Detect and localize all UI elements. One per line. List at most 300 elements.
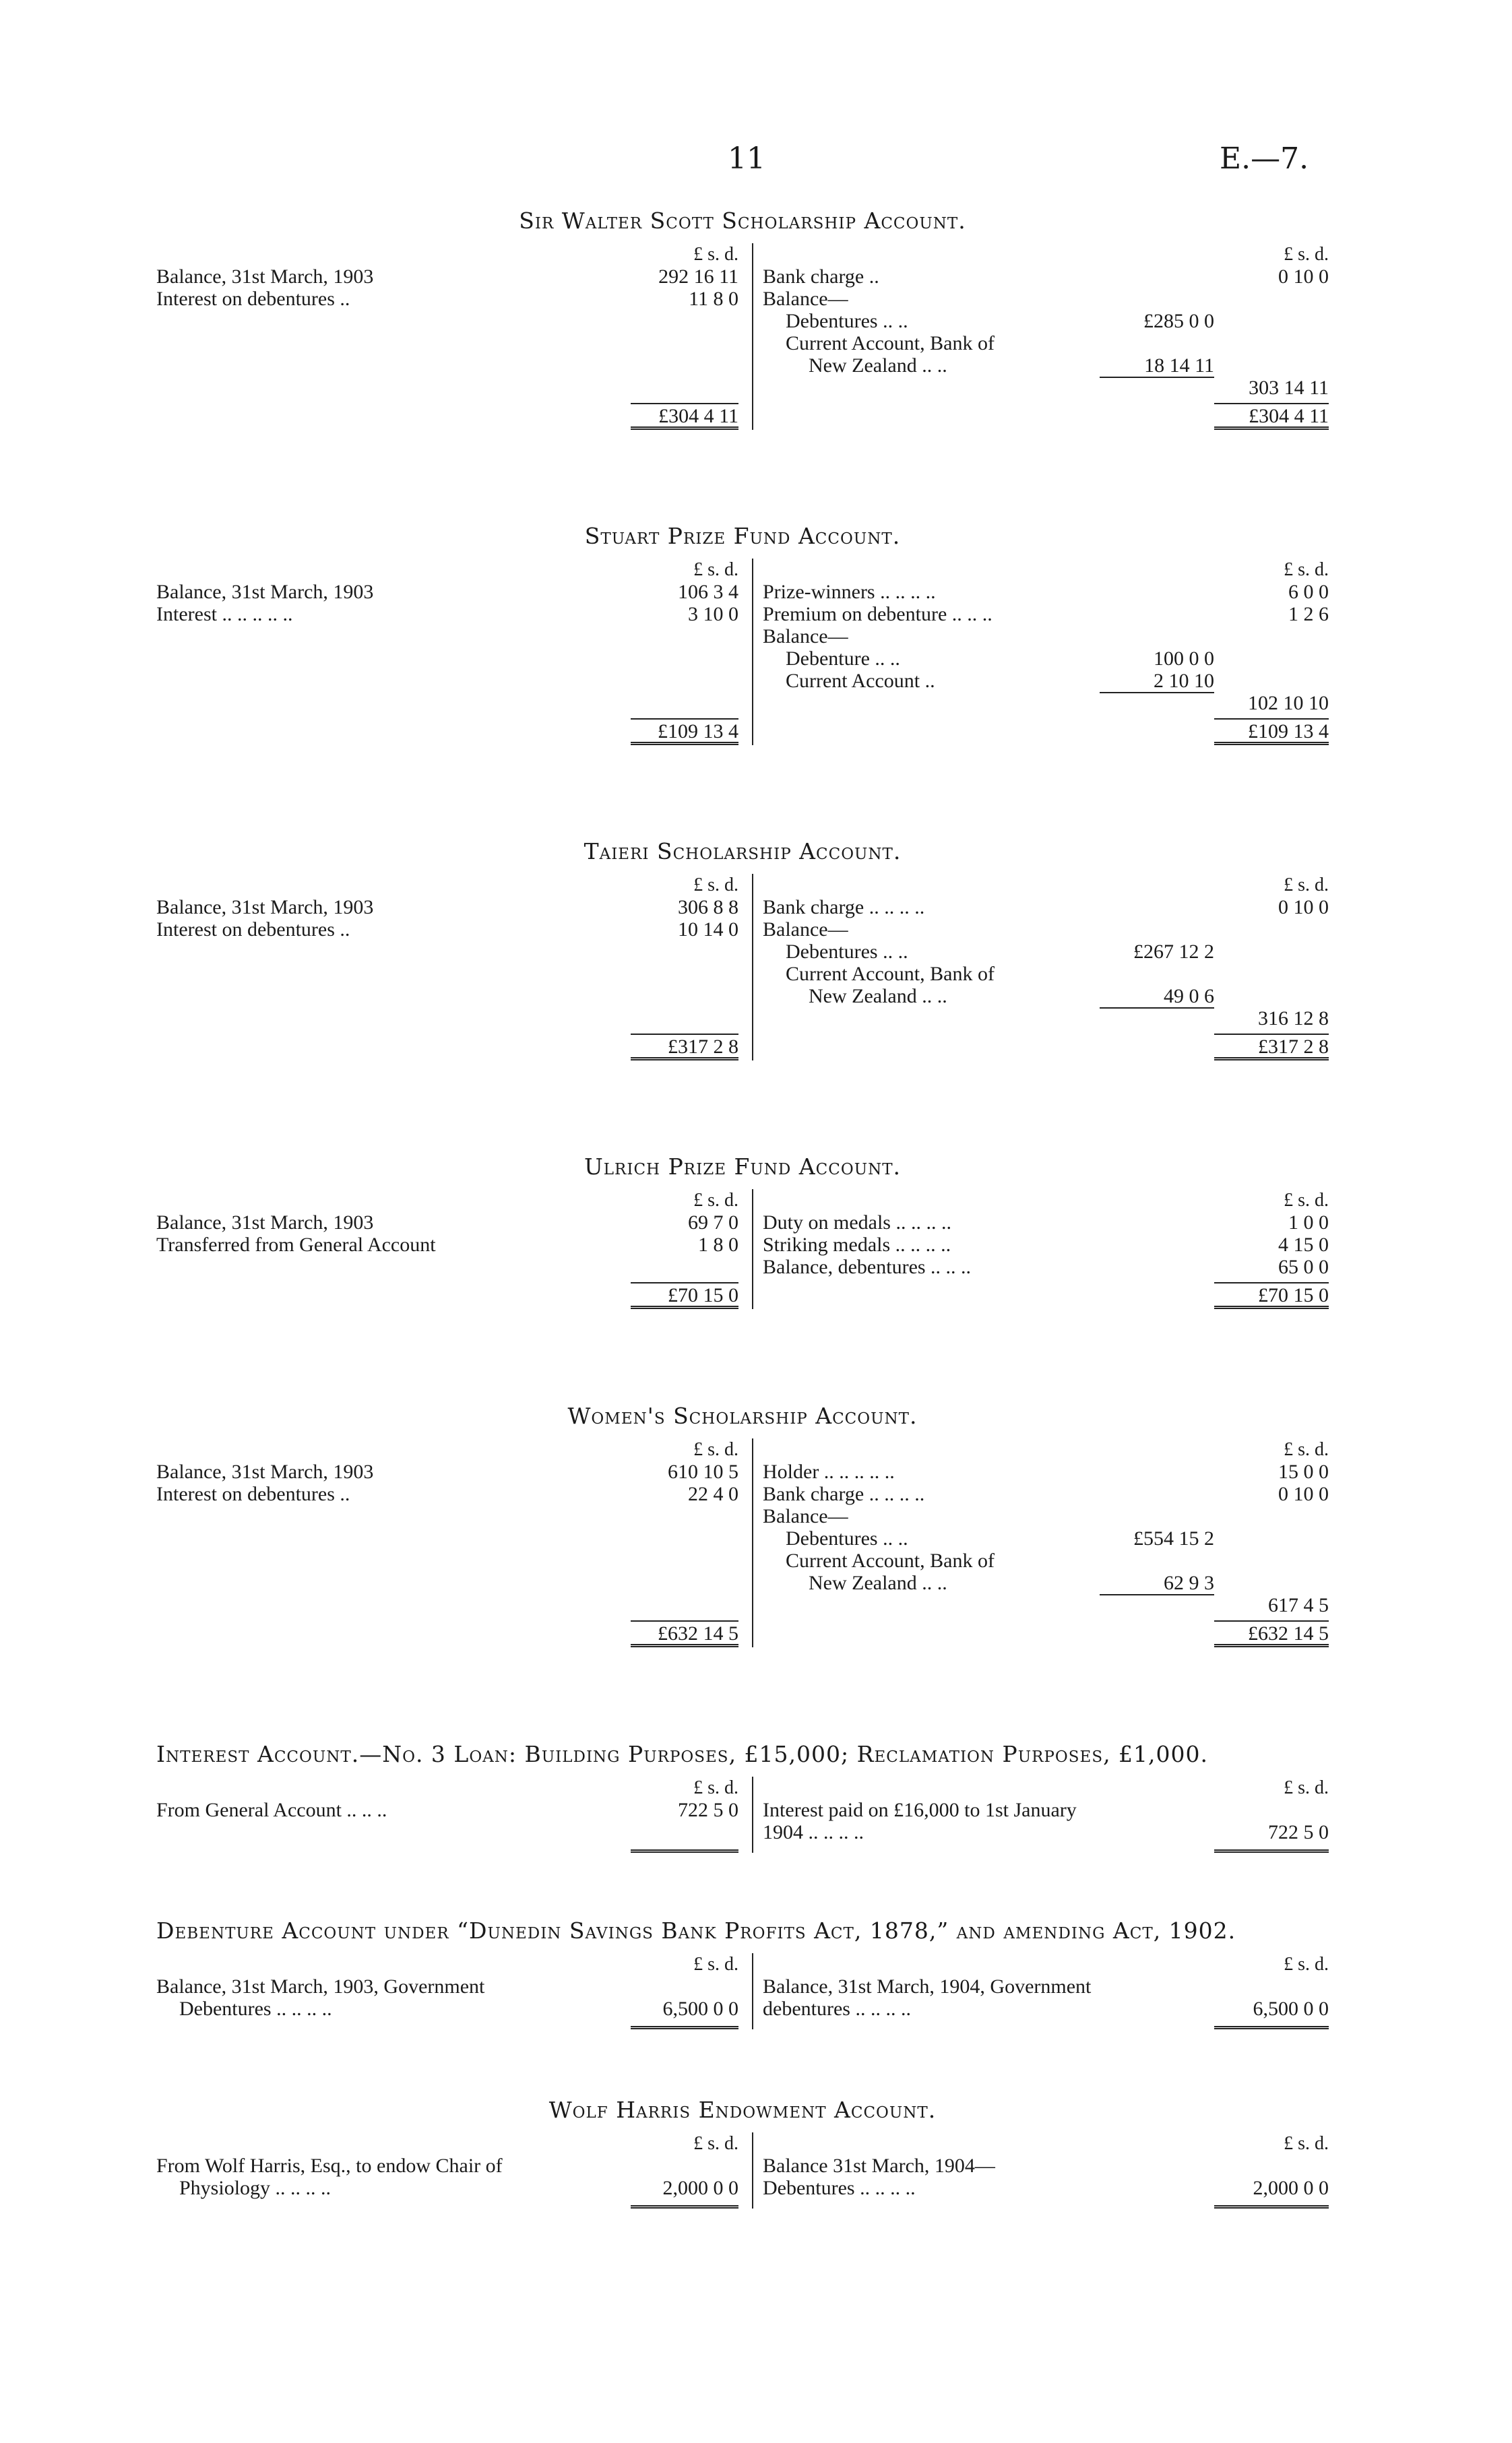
ledger-line xyxy=(763,265,1329,288)
entry-description: 1904 .. .. .. .. xyxy=(763,1821,864,1843)
entry-description: Current Account .. xyxy=(786,670,935,692)
currency-header-row xyxy=(156,1777,738,1799)
ledger-line xyxy=(763,1234,1329,1256)
entry-amount: 722 5 0 xyxy=(1268,1821,1329,1843)
blank-line xyxy=(156,1505,738,1527)
ledger-line xyxy=(763,1211,1329,1234)
account-ledger xyxy=(156,1189,1329,1309)
entry-amount: 306 8 8 xyxy=(678,896,738,918)
spacer xyxy=(156,874,631,896)
subtotal-amount xyxy=(1100,1550,1214,1572)
account-title: Women's Scholarship Account. xyxy=(567,1403,918,1429)
ledger-line xyxy=(156,1211,738,1234)
total-row xyxy=(156,714,738,745)
currency-header-row xyxy=(156,1438,738,1461)
spacer xyxy=(156,1438,631,1461)
entry-description: Balance— xyxy=(763,1505,848,1527)
ledger-line xyxy=(763,1550,1329,1572)
entry-amount: 65 0 0 xyxy=(1278,1256,1329,1278)
currency-header: £ s. d. xyxy=(693,1439,738,1460)
currency-header-row xyxy=(156,1189,738,1211)
entry-amount xyxy=(1214,625,1329,647)
total-amount: £317 2 8 xyxy=(631,1034,738,1060)
spacer xyxy=(1100,2199,1214,2209)
entry-description: Prize-winners .. .. .. .. xyxy=(763,581,936,603)
entry-description: Balance, 31st March, 1903 xyxy=(156,581,374,603)
currency-header-row xyxy=(763,1953,1329,1975)
subtotal-amount xyxy=(1100,2177,1214,2199)
ledger-line xyxy=(156,2177,738,2199)
currency-header-row xyxy=(156,559,738,581)
entry-description: Balance— xyxy=(763,625,848,647)
closing-rule xyxy=(1214,2199,1329,2209)
spacer xyxy=(763,1953,1106,1975)
spacer xyxy=(763,2020,1100,2029)
ledger-line xyxy=(156,896,738,918)
blank-line xyxy=(156,354,738,377)
spacer xyxy=(156,1620,631,1647)
entry-description: Debenture .. .. xyxy=(786,647,900,670)
account-taieri-scholarship xyxy=(156,838,1329,1060)
entry-amount: 15 0 0 xyxy=(1278,1461,1329,1483)
entry-description: From General Account .. .. .. xyxy=(156,1799,387,1821)
blank-line xyxy=(156,1821,738,1843)
subtotal-amount xyxy=(1100,692,1214,714)
blank-line xyxy=(156,1550,738,1572)
total-row xyxy=(156,1029,738,1060)
entry-description xyxy=(763,377,1100,399)
subtotal-amount: 100 0 0 xyxy=(1154,647,1214,670)
entry-amount xyxy=(1214,1505,1329,1527)
total-row xyxy=(156,1278,738,1309)
account-ledger xyxy=(156,1777,1329,1853)
entry-amount: 6,500 0 0 xyxy=(1253,1998,1329,2020)
debit-side xyxy=(156,1953,752,2029)
spacer xyxy=(1100,1843,1214,1853)
entry-amount xyxy=(1214,288,1329,310)
blank-line xyxy=(156,1527,738,1550)
spacer xyxy=(1100,403,1214,430)
account-walter-scott xyxy=(156,208,1329,430)
ledger-line xyxy=(763,2155,1329,2177)
currency-header: £ s. d. xyxy=(1284,1439,1329,1460)
entry-amount xyxy=(1214,918,1329,941)
subtotal-amount xyxy=(1100,1461,1214,1483)
entry-description: Balance— xyxy=(763,918,848,941)
ledger-line xyxy=(763,985,1329,1007)
ledger-line xyxy=(156,581,738,603)
spacer xyxy=(763,2132,1106,2155)
total-amount: £70 15 0 xyxy=(631,1282,738,1309)
subtotal-amount xyxy=(1100,332,1214,354)
blank-line xyxy=(156,625,738,647)
blank-line xyxy=(156,985,738,1007)
entry-amount: 3 10 0 xyxy=(688,603,738,625)
spacer xyxy=(156,403,631,430)
entry-amount xyxy=(1214,310,1329,332)
entry-amount xyxy=(1214,1799,1329,1821)
ledger-line xyxy=(763,1821,1329,1843)
subtotal-amount xyxy=(1100,265,1214,288)
debit-side xyxy=(156,1438,752,1647)
ledger-line xyxy=(156,1975,738,1998)
ledger-line xyxy=(763,1572,1329,1594)
entry-amount xyxy=(1214,670,1329,692)
total-amount: £109 13 4 xyxy=(631,718,738,745)
ledger-line xyxy=(763,692,1329,714)
entry-description: Interest on debentures .. xyxy=(156,288,350,310)
blank-line xyxy=(156,310,738,332)
entry-amount: 22 4 0 xyxy=(688,1483,738,1505)
currency-header: £ s. d. xyxy=(1284,1190,1329,1211)
entry-description xyxy=(763,1594,1100,1616)
currency-header-row xyxy=(763,2132,1329,2155)
ledger-line xyxy=(763,288,1329,310)
credit-side xyxy=(752,1953,1329,2029)
currency-header: £ s. d. xyxy=(693,559,738,580)
entry-description: Transferred from General Account xyxy=(156,1234,436,1256)
spacer xyxy=(1106,1777,1221,1799)
ledger-line xyxy=(763,1461,1329,1483)
entry-amount: 0 10 0 xyxy=(1278,265,1329,288)
entry-amount xyxy=(1214,985,1329,1007)
ledger-line xyxy=(763,377,1329,399)
entry-description: New Zealand .. .. xyxy=(809,985,947,1007)
ledger-line xyxy=(763,625,1329,647)
entry-amount xyxy=(1214,354,1329,377)
debit-side xyxy=(156,874,752,1060)
ledger-line xyxy=(763,2177,1329,2199)
entry-amount: 4 15 0 xyxy=(1278,1234,1329,1256)
blank-line xyxy=(156,692,738,714)
credit-side xyxy=(752,1777,1329,1853)
entry-amount: 2,000 0 0 xyxy=(1253,2177,1329,2199)
spacer xyxy=(763,1034,1100,1060)
ledger-line xyxy=(156,918,738,941)
entry-description: New Zealand .. .. xyxy=(809,1572,947,1594)
entry-amount: 0 10 0 xyxy=(1278,896,1329,918)
spacer xyxy=(763,1438,1106,1461)
currency-header-row xyxy=(763,874,1329,896)
ledger-line xyxy=(763,941,1329,963)
ledger-line xyxy=(763,1998,1329,2020)
closing-rule-row xyxy=(156,2020,738,2029)
account-debenture xyxy=(156,1917,1329,2029)
spacer xyxy=(763,243,1106,265)
total-amount: £632 14 5 xyxy=(631,1620,738,1647)
currency-header: £ s. d. xyxy=(693,875,738,895)
debit-side xyxy=(156,559,752,745)
entry-description: Balance, 31st March, 1903 xyxy=(156,1211,374,1234)
spacer xyxy=(763,1189,1106,1211)
spacer xyxy=(1106,874,1221,896)
account-title: Sir Walter Scott Scholarship Account. xyxy=(519,208,966,234)
spacer xyxy=(763,403,1100,430)
entry-amount xyxy=(1214,963,1329,985)
currency-header-row xyxy=(156,2132,738,2155)
entry-description: Bank charge .. .. .. .. xyxy=(763,896,925,918)
entry-description: Debentures .. .. .. .. xyxy=(179,1998,332,2020)
credit-side xyxy=(752,1438,1329,1647)
total-amount: £70 15 0 xyxy=(1214,1282,1329,1309)
entry-amount: 316 12 8 xyxy=(1258,1007,1329,1029)
blank-line xyxy=(156,1594,738,1616)
entry-description: Bank charge .. xyxy=(763,265,879,288)
entry-description: Interest on debentures .. xyxy=(156,1483,350,1505)
entry-amount: 6 0 0 xyxy=(1288,581,1329,603)
closing-rule-row xyxy=(763,2020,1329,2029)
blank-line xyxy=(156,647,738,670)
subtotal-amount xyxy=(1100,1799,1214,1821)
account-ulrich-prize-fund xyxy=(156,1153,1329,1309)
ledger-line xyxy=(763,1975,1329,1998)
ledger-line xyxy=(763,1799,1329,1821)
subtotal-amount xyxy=(1100,581,1214,603)
ledger-line xyxy=(763,354,1329,377)
spacer xyxy=(156,1843,631,1853)
spacer xyxy=(1100,1034,1214,1060)
spacer xyxy=(156,1953,631,1975)
spacer xyxy=(1100,1282,1214,1309)
ledger-line xyxy=(156,2155,738,2177)
entry-amount xyxy=(1214,1572,1329,1594)
ledger-line xyxy=(156,1799,738,1821)
entry-amount: 102 10 10 xyxy=(1248,692,1329,714)
entry-description: From Wolf Harris, Esq., to endow Chair of xyxy=(156,2155,503,2177)
ledger-line xyxy=(763,1007,1329,1029)
subtotal-amount xyxy=(1100,1821,1214,1843)
ledger-line xyxy=(763,918,1329,941)
credit-side xyxy=(752,1189,1329,1309)
currency-header-row xyxy=(763,1438,1329,1461)
entry-description: Balance, 31st March, 1903, Government xyxy=(156,1975,485,1998)
entry-amount xyxy=(1214,332,1329,354)
closing-rule xyxy=(1214,2020,1329,2029)
spacer xyxy=(763,559,1106,581)
entry-description: Balance, 31st March, 1903 xyxy=(156,1461,374,1483)
total-row xyxy=(156,1616,738,1647)
page-number: 11 xyxy=(728,141,765,176)
ledger-line xyxy=(156,1461,738,1483)
closing-rule-row xyxy=(156,1843,738,1853)
account-title: Stuart Prize Fund Account. xyxy=(584,523,901,549)
spacer xyxy=(763,718,1100,745)
ledger-line xyxy=(763,896,1329,918)
entry-amount: 106 3 4 xyxy=(678,581,738,603)
entry-amount: 610 10 5 xyxy=(668,1461,738,1483)
subtotal-amount: £267 12 2 xyxy=(1133,941,1214,963)
entry-amount xyxy=(631,1975,738,1998)
blank-line xyxy=(156,941,738,963)
spacer xyxy=(763,2199,1100,2209)
subtotal-amount xyxy=(1100,896,1214,918)
subtotal-amount xyxy=(1100,288,1214,310)
entry-description: Balance— xyxy=(763,288,848,310)
spacer xyxy=(156,1777,631,1799)
subtotal-amount xyxy=(1100,1998,1214,2020)
spacer xyxy=(1100,2020,1214,2029)
ledger-line xyxy=(763,332,1329,354)
closing-rule-row xyxy=(156,2199,738,2209)
debit-side xyxy=(156,2132,752,2209)
spacer xyxy=(156,1034,631,1060)
ledger-line xyxy=(763,1594,1329,1616)
account-ledger xyxy=(156,874,1329,1060)
ledger-line xyxy=(156,1483,738,1505)
currency-header-row xyxy=(763,559,1329,581)
entry-description: Debentures .. .. xyxy=(786,941,908,963)
subtotal-amount xyxy=(1100,1594,1214,1616)
total-amount: £109 13 4 xyxy=(1214,718,1329,745)
entry-description: Duty on medals .. .. .. .. xyxy=(763,1211,951,1234)
subtotal-amount: £554 15 2 xyxy=(1133,1527,1214,1550)
total-row xyxy=(763,714,1329,745)
subtotal-amount xyxy=(1100,1483,1214,1505)
spacer xyxy=(156,2199,631,2209)
ledger-line xyxy=(156,265,738,288)
ledger-line xyxy=(763,1527,1329,1550)
account-ledger xyxy=(156,1438,1329,1647)
entry-amount: 303 14 11 xyxy=(1249,377,1329,399)
spacer xyxy=(156,1189,631,1211)
ledger-line xyxy=(156,1234,738,1256)
subtotal-amount xyxy=(1100,1234,1214,1256)
account-wolf-harris xyxy=(156,2097,1329,2209)
spacer xyxy=(1106,2132,1221,2155)
spacer xyxy=(763,1843,1100,1853)
subtotal-amount xyxy=(1100,1007,1214,1029)
entry-description: Holder .. .. .. .. .. xyxy=(763,1461,895,1483)
currency-header: £ s. d. xyxy=(1284,875,1329,895)
spacer xyxy=(156,1282,631,1309)
account-womens-scholarship xyxy=(156,1403,1329,1647)
subtotal-amount: 62 9 3 xyxy=(1164,1572,1214,1594)
entry-amount: 292 16 11 xyxy=(658,265,738,288)
entry-amount xyxy=(1214,941,1329,963)
closing-rule xyxy=(631,2199,738,2209)
currency-header-row xyxy=(763,243,1329,265)
closing-rule-row xyxy=(763,2199,1329,2209)
entry-description: Interest .. .. .. .. .. xyxy=(156,603,293,625)
entry-description: New Zealand .. .. xyxy=(809,354,947,377)
account-interest xyxy=(156,1741,1329,1853)
account-title: Ulrich Prize Fund Account. xyxy=(584,1153,902,1180)
subtotal-amount xyxy=(1100,1211,1214,1234)
total-row xyxy=(763,399,1329,430)
total-amount: £317 2 8 xyxy=(1214,1034,1329,1060)
account-ledger xyxy=(156,243,1329,430)
credit-side xyxy=(752,874,1329,1060)
blank-line xyxy=(156,1572,738,1594)
subtotal-amount xyxy=(1100,2155,1214,2177)
spacer xyxy=(1100,718,1214,745)
entry-amount: 10 14 0 xyxy=(678,918,738,941)
blank-line xyxy=(156,963,738,985)
spacer xyxy=(156,2132,631,2155)
entry-amount: 0 10 0 xyxy=(1278,1483,1329,1505)
ledger-line xyxy=(763,670,1329,692)
subtotal-amount xyxy=(1100,1975,1214,1998)
total-row xyxy=(763,1029,1329,1060)
spacer xyxy=(156,718,631,745)
credit-side xyxy=(752,2132,1329,2209)
account-title: Taieri Scholarship Account. xyxy=(584,838,902,864)
entry-amount xyxy=(1214,1550,1329,1572)
entry-description: Interest paid on £16,000 to 1st January xyxy=(763,1799,1077,1821)
entry-description: Premium on debenture .. .. .. xyxy=(763,603,993,625)
entry-description: Striking medals .. .. .. .. xyxy=(763,1234,951,1256)
ledger-line xyxy=(763,647,1329,670)
entry-amount: 11 8 0 xyxy=(689,288,738,310)
currency-header: £ s. d. xyxy=(1284,559,1329,580)
ledger-line xyxy=(156,603,738,625)
blank-line xyxy=(156,1256,738,1278)
currency-header-row xyxy=(156,1953,738,1975)
subtotal-amount: 18 14 11 xyxy=(1144,354,1214,377)
ledger-line xyxy=(763,1483,1329,1505)
spacer xyxy=(1106,1438,1221,1461)
subtotal-amount xyxy=(1100,1505,1214,1527)
debit-side xyxy=(156,1189,752,1309)
spacer xyxy=(1106,1189,1221,1211)
subtotal-amount xyxy=(1100,1256,1214,1278)
entry-description: Balance, 31st March, 1903 xyxy=(156,896,374,918)
subtotal-amount xyxy=(1100,377,1214,399)
ledger-line xyxy=(763,1505,1329,1527)
account-ledger xyxy=(156,1953,1329,2029)
account-title: Wolf Harris Endowment Account. xyxy=(548,2097,937,2123)
closing-rule xyxy=(1214,1843,1329,1853)
entry-description: Debentures .. .. .. .. xyxy=(763,2177,916,2199)
currency-header-row xyxy=(156,874,738,896)
entry-amount xyxy=(1214,1975,1329,1998)
currency-header: £ s. d. xyxy=(1284,1777,1329,1798)
entry-amount xyxy=(1214,1527,1329,1550)
entry-amount: 617 4 5 xyxy=(1268,1594,1329,1616)
entry-description xyxy=(763,1007,1100,1029)
entry-description: Current Account, Bank of xyxy=(786,963,995,985)
entry-amount: 1 0 0 xyxy=(1288,1211,1329,1234)
currency-header: £ s. d. xyxy=(1284,244,1329,265)
page-reference: E.—7. xyxy=(1220,141,1309,176)
spacer xyxy=(763,874,1106,896)
entry-amount: 1 2 6 xyxy=(1288,603,1329,625)
debit-side xyxy=(156,243,752,430)
closing-rule xyxy=(631,1843,738,1853)
currency-header: £ s. d. xyxy=(693,1954,738,1975)
ledger-line xyxy=(763,581,1329,603)
currency-header: £ s. d. xyxy=(1284,2133,1329,2154)
entry-description: Interest on debentures .. xyxy=(156,918,350,941)
total-row xyxy=(763,1278,1329,1309)
subtotal-amount xyxy=(1100,918,1214,941)
entry-description: Balance, 31st March, 1904, Government xyxy=(763,1975,1092,1998)
entry-amount: 69 7 0 xyxy=(688,1211,738,1234)
ledger-line xyxy=(763,963,1329,985)
entry-description: Debentures .. .. xyxy=(786,1527,908,1550)
total-row xyxy=(763,1616,1329,1647)
closing-rule xyxy=(631,2020,738,2029)
ledger-line xyxy=(763,1256,1329,1278)
entry-amount: 2,000 0 0 xyxy=(662,2177,738,2199)
entry-amount: 6,500 0 0 xyxy=(662,1998,738,2020)
total-row xyxy=(156,399,738,430)
spacer xyxy=(156,559,631,581)
entry-description: Current Account, Bank of xyxy=(786,1550,995,1572)
spacer xyxy=(763,1777,1106,1799)
spacer xyxy=(1106,1953,1221,1975)
account-title: Interest Account.—No. 3 Loan: Building Purposes, £15,000; Reclamation Purposes, £1,000. xyxy=(156,1741,1209,1767)
